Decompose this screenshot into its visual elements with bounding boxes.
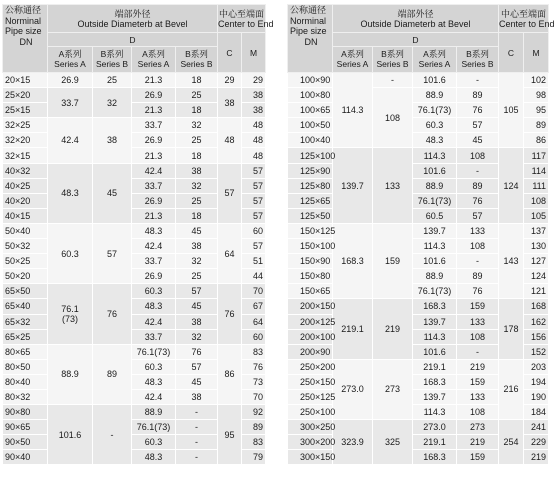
series-a-branch-cell: 76.1(73) (413, 193, 457, 208)
series-a-branch-cell: 60.5 (413, 208, 457, 223)
series-a-outlet-cell: 168.3 (333, 223, 373, 298)
dn-cell: 50×32 (3, 239, 48, 254)
series-a-branch-cell: 139.7 (413, 314, 457, 329)
series-b-branch-cell: 108 (457, 239, 499, 254)
center-to-end-header: 中心至端面 Center to End (218, 5, 266, 33)
dn-cell: 150×125 (288, 223, 333, 238)
series-b-branch-cell: 32 (176, 178, 218, 193)
series-a-branch-cell: 168.3 (413, 299, 457, 314)
center-to-end-c-cell: 254 (499, 420, 524, 465)
series-b-branch-cell: 76 (457, 284, 499, 299)
dn-cell: 90×65 (3, 420, 48, 435)
series-b-branch-cell: 76 (457, 193, 499, 208)
d-header: D (333, 33, 499, 47)
table-row (3, 163, 266, 178)
series-b-branch-cell: 32 (176, 329, 218, 344)
table-row (288, 420, 549, 435)
dn-cell: 40×15 (3, 208, 48, 223)
series-a-header: A系列 Series A (48, 47, 93, 73)
series-a-branch-cell: 76.1(73) (413, 284, 457, 299)
dn-cell: 65×40 (3, 299, 48, 314)
center-to-end-m-cell: 70 (242, 284, 266, 299)
series-b-header: B系列 Series B (373, 47, 413, 73)
dn-cell: 200×150 (288, 299, 333, 314)
center-to-end-m-cell: 241 (524, 420, 549, 435)
center-to-end-m-cell: 51 (242, 254, 266, 269)
dn-cell: 125×50 (288, 208, 333, 223)
series-a-branch-cell: 33.7 (132, 178, 176, 193)
series-b-branch-cell: 159 (457, 450, 499, 465)
center-to-end-m-cell: 162 (524, 314, 549, 329)
dn-cell: 20×15 (3, 73, 48, 88)
series-b-branch-cell: 133 (457, 389, 499, 404)
center-to-end-m-cell: 86 (524, 133, 549, 148)
series-b-branch-cell: - (457, 254, 499, 269)
dn-cell: 150×90 (288, 254, 333, 269)
series-a-branch-cell: 219.1 (413, 435, 457, 450)
center-to-end-m-cell: 229 (524, 435, 549, 450)
series-a-branch-cell: 33.7 (132, 118, 176, 133)
dn-cell: 100×80 (288, 88, 333, 103)
dn-cell: 150×80 (288, 269, 333, 284)
outside-diameter-header: 端部外径 Outside Diameterb at Bevel (333, 5, 499, 33)
center-to-end-m-cell: 98 (524, 88, 549, 103)
series-b-branch-cell: 89 (457, 88, 499, 103)
series-b-branch-cell: 45 (457, 133, 499, 148)
series-b-outlet-cell: 38 (93, 118, 132, 163)
center-to-end-m-cell: 130 (524, 239, 549, 254)
series-a-outlet-cell: 33.7 (48, 88, 93, 118)
series-b-branch-cell: 25 (176, 133, 218, 148)
center-to-end-m-cell: 152 (524, 344, 549, 359)
series-b-branch-cell: 45 (176, 299, 218, 314)
center-to-end-m-cell: 29 (242, 73, 266, 88)
table-body (3, 73, 266, 465)
center-to-end-m-cell: 57 (242, 239, 266, 254)
dn-cell: 65×32 (3, 314, 48, 329)
series-a-branch-cell: 26.9 (132, 133, 176, 148)
center-to-end-m-cell: 190 (524, 389, 549, 404)
dn-cell: 32×15 (3, 148, 48, 163)
table-row (3, 405, 266, 420)
center-to-end-c-cell: 178 (499, 299, 524, 359)
dn-cell: 300×250 (288, 420, 333, 435)
table-row (3, 344, 266, 359)
dn-cell: 250×125 (288, 389, 333, 404)
series-a-branch-cell: 101.6 (413, 163, 457, 178)
table-row (3, 284, 266, 299)
center-to-end-m-cell: 44 (242, 269, 266, 284)
center-to-end-m-cell: 124 (524, 269, 549, 284)
series-b-branch-cell: - (176, 450, 218, 465)
series-a-outlet-cell: 139.7 (333, 148, 373, 223)
center-to-end-c-cell: 86 (218, 344, 242, 404)
series-b-branch-cell: 76 (176, 344, 218, 359)
series-a-branch-cell: 88.9 (413, 178, 457, 193)
series-a-branch-cell: 101.6 (413, 254, 457, 269)
dn-cell: 80×65 (3, 344, 48, 359)
series-a-branch-cell: 60.3 (132, 435, 176, 450)
dn-cell: 200×125 (288, 314, 333, 329)
center-to-end-m-cell: 79 (242, 450, 266, 465)
center-to-end-m-cell: 219 (524, 450, 549, 465)
dn-cell: 300×150 (288, 450, 333, 465)
dn-cell: 40×32 (3, 163, 48, 178)
series-b-branch-cell: 273 (457, 420, 499, 435)
series-b-branch-cell: 45 (176, 223, 218, 238)
series-b-branch-cell: 45 (176, 374, 218, 389)
center-to-end-m-cell: 194 (524, 374, 549, 389)
center-to-end-m-cell: 38 (242, 88, 266, 103)
series-a-outlet-cell: 60.3 (48, 223, 93, 283)
series-a-outlet-cell: 26.9 (48, 73, 93, 88)
dn-cell: 125×100 (288, 148, 333, 163)
series-a-branch-cell: 168.3 (413, 374, 457, 389)
center-to-end-c-cell: 216 (499, 359, 524, 419)
series-a-branch-cell: 101.6 (413, 73, 457, 88)
center-to-end-header: 中心至端面 Center to End (499, 5, 549, 33)
series-a-branch-cell: 114.3 (413, 405, 457, 420)
series-a-branch-cell: 21.3 (132, 103, 176, 118)
table-body (288, 73, 549, 465)
center-to-end-c-cell: 143 (499, 223, 524, 298)
center-to-end-m-cell: 184 (524, 405, 549, 420)
dn-cell: 125×80 (288, 178, 333, 193)
series-b-branch-cell: - (457, 163, 499, 178)
dn-cell: 300×200 (288, 435, 333, 450)
series-a-header: A系列 Series A (132, 47, 176, 73)
dn-cell: 65×25 (3, 329, 48, 344)
series-a-outlet-cell: 42.4 (48, 118, 93, 163)
outside-diameter-header: 端部外径 Outside Diameterb at Bevel (48, 5, 218, 33)
dn-cell: 32×25 (3, 118, 48, 133)
series-a-outlet-cell: 273.0 (333, 359, 373, 419)
series-a-outlet-cell: 101.6 (48, 405, 93, 465)
series-a-branch-cell: 26.9 (132, 269, 176, 284)
series-b-outlet-cell: 219 (373, 299, 413, 359)
center-to-end-m-cell: 92 (242, 405, 266, 420)
center-to-end-m-cell: 95 (524, 103, 549, 118)
table-header (3, 5, 274, 73)
series-b-branch-cell: 159 (457, 299, 499, 314)
table-row (3, 73, 266, 88)
m-header: M (524, 33, 549, 73)
series-a-branch-cell: 33.7 (132, 254, 176, 269)
center-to-end-m-cell: 76 (242, 359, 266, 374)
series-b-branch-cell: 219 (457, 435, 499, 450)
series-a-branch-cell: 76.1(73) (132, 420, 176, 435)
series-b-header: B系列 Series B (176, 47, 218, 73)
series-b-branch-cell: 25 (176, 269, 218, 284)
center-to-end-m-cell: 67 (242, 299, 266, 314)
center-to-end-m-cell: 89 (242, 420, 266, 435)
series-a-branch-cell: 219.1 (413, 359, 457, 374)
dn-cell: 125×65 (288, 193, 333, 208)
table-row (3, 223, 266, 238)
dn-cell: 100×50 (288, 118, 333, 133)
dn-cell: 40×25 (3, 178, 48, 193)
series-b-branch-cell: 32 (176, 118, 218, 133)
center-to-end-c-cell: 29 (218, 73, 242, 88)
center-to-end-m-cell: 57 (242, 208, 266, 223)
center-to-end-c-cell: 38 (218, 88, 242, 118)
center-to-end-m-cell: 114 (524, 163, 549, 178)
table-row (288, 223, 549, 238)
series-b-branch-cell: 57 (457, 208, 499, 223)
series-b-outlet-cell: 159 (373, 223, 413, 298)
dn-header: 公称通径 Norminal Pipe size DN (3, 5, 48, 73)
series-a-branch-cell: 42.4 (132, 314, 176, 329)
series-a-outlet-cell: 88.9 (48, 344, 93, 404)
series-a-branch-cell: 60.3 (132, 359, 176, 374)
center-to-end-m-cell: 127 (524, 254, 549, 269)
center-to-end-m-cell: 60 (242, 223, 266, 238)
center-to-end-c-cell: 64 (218, 223, 242, 283)
center-to-end-c-cell: 124 (499, 148, 524, 223)
series-b-outlet-cell: 76 (93, 284, 132, 344)
dn-cell: 100×65 (288, 103, 333, 118)
center-to-end-m-cell: 111 (524, 178, 549, 193)
dn-cell: 250×100 (288, 405, 333, 420)
table-row (288, 359, 549, 374)
dn-cell: 90×80 (3, 405, 48, 420)
series-b-branch-cell: 18 (176, 148, 218, 163)
series-b-branch-cell: - (176, 420, 218, 435)
series-b-branch-cell: 18 (176, 208, 218, 223)
series-b-branch-cell: 219 (457, 359, 499, 374)
series-a-outlet-cell: 114.3 (333, 73, 373, 148)
center-to-end-m-cell: 57 (242, 163, 266, 178)
dn-cell: 25×20 (3, 88, 48, 103)
series-b-branch-cell: - (457, 344, 499, 359)
center-to-end-m-cell: 73 (242, 374, 266, 389)
dn-cell: 150×100 (288, 239, 333, 254)
m-header: M (242, 33, 266, 73)
series-b-outlet-cell: 45 (93, 163, 132, 223)
dn-cell: 90×40 (3, 450, 48, 465)
series-a-branch-cell: 114.3 (413, 239, 457, 254)
dn-cell: 125×90 (288, 163, 333, 178)
series-b-branch-cell: 108 (457, 329, 499, 344)
series-b-branch-cell: - (176, 435, 218, 450)
series-a-branch-cell: 42.4 (132, 163, 176, 178)
series-b-branch-cell: 18 (176, 73, 218, 88)
center-to-end-m-cell: 48 (242, 148, 266, 163)
series-b-branch-cell: 89 (457, 178, 499, 193)
dn-cell: 80×32 (3, 389, 48, 404)
series-a-outlet-cell: 76.1 (73) (48, 284, 93, 344)
dn-cell: 150×65 (288, 284, 333, 299)
series-a-branch-cell: 139.7 (413, 223, 457, 238)
series-a-branch-cell: 33.7 (132, 329, 176, 344)
series-a-branch-cell: 48.3 (132, 450, 176, 465)
series-a-header: A系列 Series A (413, 47, 457, 73)
series-a-outlet-cell: 48.3 (48, 163, 93, 223)
series-b-outlet-cell: 273 (373, 359, 413, 419)
center-to-end-m-cell: 203 (524, 359, 549, 374)
series-b-branch-cell: 25 (176, 193, 218, 208)
series-a-outlet-cell: 219.1 (333, 299, 373, 359)
center-to-end-m-cell: 102 (524, 73, 549, 88)
center-to-end-m-cell: 83 (242, 344, 266, 359)
series-a-branch-cell: 76.1(73) (413, 103, 457, 118)
center-to-end-m-cell: 121 (524, 284, 549, 299)
center-to-end-c-cell: 105 (499, 73, 524, 148)
series-b-branch-cell: 38 (176, 314, 218, 329)
series-b-outlet-cell: - (93, 405, 132, 465)
series-b-outlet-cell: 32 (93, 88, 132, 118)
series-a-branch-cell: 26.9 (132, 88, 176, 103)
fitting-table-right (287, 4, 555, 465)
dn-cell: 25×15 (3, 103, 48, 118)
center-to-end-m-cell: 57 (242, 178, 266, 193)
series-a-branch-cell: 48.3 (132, 223, 176, 238)
dn-cell: 100×90 (288, 73, 333, 88)
series-b-branch-cell: 57 (176, 284, 218, 299)
center-to-end-m-cell: 168 (524, 299, 549, 314)
series-a-outlet-cell: 323.9 (333, 420, 373, 465)
center-to-end-m-cell: 64 (242, 314, 266, 329)
series-b-branch-cell: - (176, 405, 218, 420)
series-b-branch-cell: - (457, 73, 499, 88)
center-to-end-c-cell: 57 (218, 163, 242, 223)
series-a-branch-cell: 60.3 (132, 284, 176, 299)
series-a-branch-cell: 114.3 (413, 148, 457, 163)
dn-cell: 200×90 (288, 344, 333, 359)
fitting-table-left (2, 4, 274, 465)
series-b-branch-cell: 108 (457, 405, 499, 420)
d-header: D (48, 33, 218, 47)
series-b-outlet-cell: 89 (93, 344, 132, 404)
series-a-branch-cell: 21.3 (132, 148, 176, 163)
series-a-branch-cell: 21.3 (132, 73, 176, 88)
center-to-end-m-cell: 70 (242, 389, 266, 404)
dn-cell: 100×40 (288, 133, 333, 148)
series-a-branch-cell: 88.9 (413, 88, 457, 103)
series-b-outlet-cell: 108 (373, 88, 413, 148)
series-b-branch-cell: 57 (176, 359, 218, 374)
center-to-end-m-cell: 105 (524, 208, 549, 223)
dn-cell: 250×150 (288, 374, 333, 389)
series-b-branch-cell: 57 (457, 118, 499, 133)
dn-cell: 90×50 (3, 435, 48, 450)
series-b-branch-cell: 133 (457, 223, 499, 238)
table-row (3, 118, 266, 133)
c-header: C (499, 33, 524, 73)
series-b-header: B系列 Series B (93, 47, 132, 73)
center-to-end-m-cell: 48 (242, 133, 266, 148)
series-b-branch-cell: 89 (457, 269, 499, 284)
series-b-branch-cell: 32 (176, 254, 218, 269)
dn-cell: 200×100 (288, 329, 333, 344)
series-a-branch-cell: 139.7 (413, 389, 457, 404)
series-a-branch-cell: 48.3 (413, 133, 457, 148)
center-to-end-m-cell: 38 (242, 103, 266, 118)
series-a-branch-cell: 88.9 (413, 269, 457, 284)
series-b-outlet-cell: 57 (93, 223, 132, 283)
series-a-header: A系列 Series A (333, 47, 373, 73)
dn-cell: 32×20 (3, 133, 48, 148)
series-a-branch-cell: 114.3 (413, 329, 457, 344)
series-b-branch-cell: 38 (176, 163, 218, 178)
series-b-branch-cell: 25 (176, 88, 218, 103)
center-to-end-m-cell: 108 (524, 193, 549, 208)
series-b-branch-cell: 38 (176, 239, 218, 254)
table-header (288, 5, 555, 73)
c-header: C (218, 33, 242, 73)
series-a-branch-cell: 42.4 (132, 239, 176, 254)
dn-cell: 250×200 (288, 359, 333, 374)
series-b-branch-cell: 76 (457, 103, 499, 118)
series-b-outlet-cell: 133 (373, 148, 413, 223)
series-b-branch-cell: 108 (457, 148, 499, 163)
series-b-outlet-cell: 25 (93, 73, 132, 88)
dn-header: 公称通径 Norminal Pipe size DN (288, 5, 333, 73)
series-a-branch-cell: 273.0 (413, 420, 457, 435)
series-a-branch-cell: 26.9 (132, 193, 176, 208)
center-to-end-m-cell: 89 (524, 118, 549, 133)
series-b-branch-cell: 159 (457, 374, 499, 389)
center-to-end-c-cell: 48 (218, 118, 242, 163)
center-to-end-m-cell: 57 (242, 193, 266, 208)
center-to-end-c-cell: 95 (218, 405, 242, 465)
center-to-end-c-cell: 76 (218, 284, 242, 344)
series-a-branch-cell: 48.3 (132, 299, 176, 314)
dn-cell: 50×20 (3, 269, 48, 284)
series-a-branch-cell: 42.4 (132, 389, 176, 404)
dn-cell: 50×40 (3, 223, 48, 238)
series-b-branch-cell: 133 (457, 314, 499, 329)
series-a-branch-cell: 101.6 (413, 344, 457, 359)
series-b-branch-cell: 38 (176, 389, 218, 404)
series-a-branch-cell: 21.3 (132, 208, 176, 223)
series-b-header: B系列 Series B (457, 47, 499, 73)
table-row (288, 73, 549, 88)
table-row (288, 299, 549, 314)
series-b-outlet-cell: - (373, 73, 413, 88)
table-row (3, 88, 266, 103)
dn-cell: 65×50 (3, 284, 48, 299)
dn-cell: 50×25 (3, 254, 48, 269)
table-row (288, 148, 549, 163)
series-a-branch-cell: 76.1(73) (132, 344, 176, 359)
series-a-branch-cell: 168.3 (413, 450, 457, 465)
dn-cell: 80×50 (3, 359, 48, 374)
series-a-branch-cell: 48.3 (132, 374, 176, 389)
series-a-branch-cell: 88.9 (132, 405, 176, 420)
dn-cell: 80×40 (3, 374, 48, 389)
series-a-branch-cell: 60.3 (413, 118, 457, 133)
center-to-end-m-cell: 156 (524, 329, 549, 344)
center-to-end-m-cell: 60 (242, 329, 266, 344)
center-to-end-m-cell: 117 (524, 148, 549, 163)
center-to-end-m-cell: 137 (524, 223, 549, 238)
series-b-branch-cell: 18 (176, 103, 218, 118)
center-to-end-m-cell: 48 (242, 118, 266, 133)
series-b-outlet-cell: 325 (373, 420, 413, 465)
center-to-end-m-cell: 83 (242, 435, 266, 450)
dn-cell: 40×20 (3, 193, 48, 208)
